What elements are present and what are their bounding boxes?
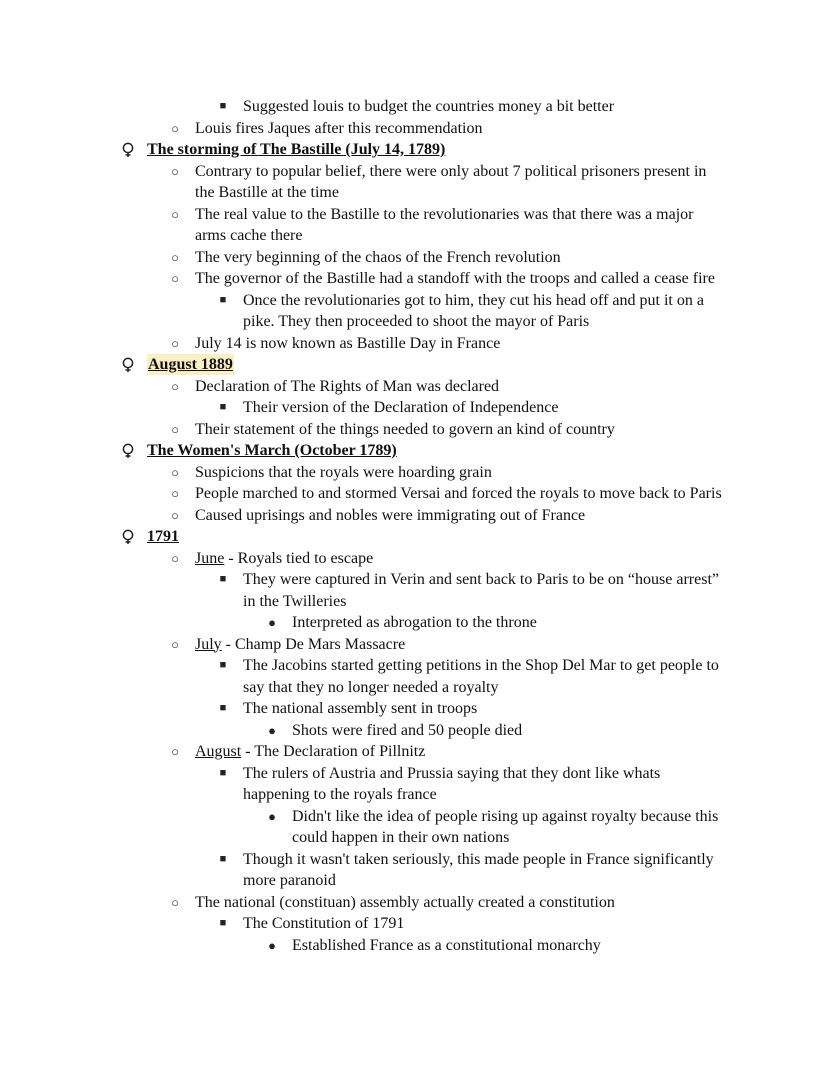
line-text: Interpreted as abrogation to the throne	[292, 614, 537, 631]
line-text: Though it wasn't taken seriously, this made people in France significantly	[243, 850, 714, 868]
line-text: The rulers of Austria and Prussia saying that they dont like whats	[243, 764, 661, 782]
hollow-bullet-icon: ○	[171, 507, 179, 523]
square-bullet-icon: ■	[219, 852, 227, 865]
line-text: Established France as a constitutional monarchy	[292, 936, 601, 954]
filled-bullet-icon: ●	[268, 808, 276, 824]
line-text: July 14 is now known as Bastille Day in France	[195, 334, 501, 352]
line-text: The real value to the Bastille to the revolutionaries was that there was a major	[195, 205, 694, 223]
hollow-bullet-icon: ○	[171, 486, 179, 501]
line-text: Shots were fired and 50 people died	[292, 721, 523, 739]
line-text: the Bastille at the time	[195, 184, 339, 201]
hollow-bullet-icon: ○	[171, 550, 179, 566]
line-text: Didn't like the idea of people rising up against royalty because this	[292, 807, 719, 825]
line-text: happening to the royals france	[243, 786, 437, 803]
lightbulb-icon	[120, 142, 136, 165]
line-text: Suggested louis to budget the countries money a bit better	[243, 98, 615, 115]
hollow-bullet-icon: ○	[171, 421, 179, 437]
square-bullet-icon: ■	[219, 766, 227, 779]
square-bullet-icon: ■	[219, 100, 227, 112]
hollow-bullet-icon: ○	[171, 120, 179, 136]
line-text: could happen in their own nations	[292, 829, 510, 846]
month-label: July	[195, 635, 222, 653]
line-text	[195, 548, 373, 569]
square-bullet-icon: ■	[219, 293, 227, 306]
filled-bullet-icon: ●	[268, 937, 276, 953]
line-text: Caused uprisings and nobles were immigrating out of France	[195, 506, 586, 524]
line-text: arms cache there	[195, 227, 303, 244]
hollow-bullet-icon: ○	[171, 464, 179, 480]
heading-text: The storming of The Bastille (July 14, 1789)	[147, 141, 446, 158]
line-text: The Jacobins started getting petitions in the Shop Del Mar to get people to	[243, 657, 719, 674]
line-text: People marched to and stormed Versai and forced the royals to move back to Paris	[195, 485, 722, 502]
square-bullet-icon: ■	[219, 702, 227, 714]
line-rest-text: - Champ De Mars Massacre	[221, 635, 406, 653]
line-text: The national (constituan) assembly actually created a constitution	[195, 893, 615, 911]
line-rest-text: - Royals tied to escape	[224, 549, 374, 567]
month-label: June	[195, 549, 225, 567]
hollow-bullet-icon: ○	[171, 636, 179, 652]
line-text: Contrary to popular belief, there were only about 7 political prisoners present in	[195, 162, 707, 180]
square-bullet-icon: ■	[219, 917, 227, 929]
line-text: Their statement of the things needed to govern an kind of country	[195, 420, 615, 438]
line-text	[195, 741, 425, 762]
line-text: Suspicions that the royals were hoarding grain	[195, 463, 492, 481]
lightbulb-icon	[120, 529, 136, 552]
hollow-bullet-icon: ○	[171, 894, 179, 910]
filled-bullet-icon: ●	[268, 615, 276, 630]
hollow-bullet-icon: ○	[171, 249, 179, 265]
heading-text: August 1889	[148, 356, 233, 373]
square-bullet-icon: ■	[219, 659, 227, 671]
line-text: more paranoid	[243, 872, 336, 889]
line-text: say that they no longer needed a royalty	[243, 678, 499, 696]
hollow-bullet-icon: ○	[171, 271, 179, 286]
line-text: Once the revolutionaries got to him, they cut his head off and put it on a	[243, 291, 704, 309]
hollow-bullet-icon: ○	[171, 378, 179, 394]
heading-text: 1791	[147, 528, 179, 545]
line-text: Their version of the Declaration of Independence	[243, 399, 559, 416]
line-text: Declaration of The Rights of Man was declared	[195, 377, 500, 395]
line-text: pike. They then proceeded to shoot the mayor of Paris	[243, 313, 590, 330]
line-text: The national assembly sent in troops	[243, 700, 478, 717]
line-text: Louis fires Jaques after this recommendation	[195, 119, 483, 137]
line-text: in the Twilleries	[243, 592, 347, 610]
lightbulb-icon	[120, 443, 136, 466]
square-bullet-icon: ■	[219, 573, 227, 585]
line-rest-text: - The Declaration of Pillnitz	[241, 743, 426, 760]
line-text: The Constitution of 1791	[243, 915, 405, 932]
line-text: The governor of the Bastille had a standoff with the troops and called a cease fire	[195, 270, 715, 287]
filled-bullet-icon: ●	[268, 722, 276, 738]
square-bullet-icon: ■	[219, 401, 227, 413]
line-text	[195, 634, 405, 655]
hollow-bullet-icon: ○	[171, 206, 179, 222]
hollow-bullet-icon: ○	[171, 335, 179, 351]
heading-text: The Women's March (October 1789)	[147, 442, 397, 459]
line-text: The very beginning of the chaos of the French revolution	[195, 248, 561, 266]
month-label: August	[195, 743, 242, 760]
hollow-bullet-icon: ○	[171, 744, 179, 759]
lightbulb-icon	[120, 357, 136, 380]
line-text: They were captured in Verin and sent back to Paris to be on “house arrest”	[243, 571, 719, 588]
hollow-bullet-icon: ○	[171, 163, 179, 179]
